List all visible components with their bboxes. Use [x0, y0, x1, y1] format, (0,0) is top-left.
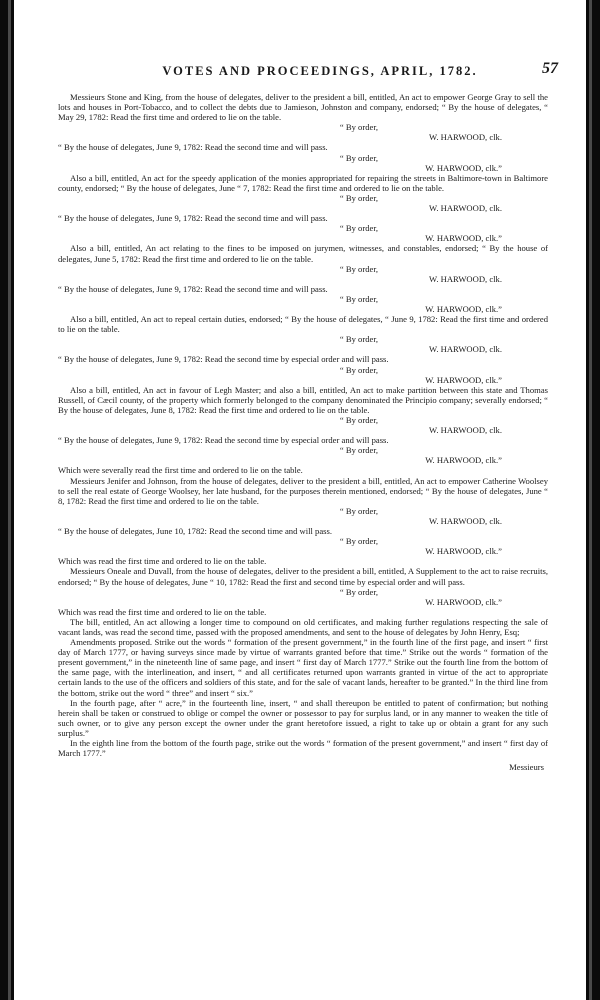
clerk-signature: W. HARWOOD, clk. — [429, 425, 502, 436]
paragraph: Also a bill, entitled, An act for the speedy application of the monies appropriated for repairing the streets in Baltimore-town in Baltimore county, endorsed; “ By the house of delegates, June “ 7, 1782: Read the first time and ordered to lie on the table. — [58, 172, 548, 193]
by-order-line: “ By order, — [339, 364, 378, 375]
clerk-signature: W. HARWOOD, clk.” — [425, 374, 502, 385]
minute-line: Which were severally read the first time and ordered to lie on the table. — [58, 465, 303, 476]
minute-line: “ By the house of delegates, June 9, 1782: Read the second time and will pass. — [58, 142, 328, 153]
minute-line: “ By the house of delegates, June 9, 1782: Read the second time and will pass. — [58, 283, 328, 294]
minute-line: “ By the house of delegates, June 9, 1782: Read the second time by especial order and will pass. — [58, 354, 389, 365]
by-order-line: “ By order, — [339, 152, 378, 163]
clerk-signature: W. HARWOOD, clk. — [429, 344, 502, 355]
clerk-signature: W. HARWOOD, clk. — [429, 273, 502, 284]
clerk-signature: W. HARWOOD, clk.” — [425, 596, 502, 607]
by-order-line: “ By order, — [339, 415, 378, 425]
minute-line: Which was read the first time and ordered to lie on the table. — [58, 556, 267, 567]
page-title: VOTES AND PROCEEDINGS, APRIL, 1782. — [162, 64, 478, 78]
by-order-line: “ By order, — [339, 586, 378, 597]
page-number: 57 — [542, 60, 558, 77]
minute-line: “ By the house of delegates, June 10, 1782: Read the second time and will pass. — [58, 526, 332, 537]
document-page — [58, 60, 558, 773]
by-order-line: “ By order, — [339, 122, 378, 133]
by-order-line: “ By order, — [339, 293, 378, 304]
paragraph: Messieurs Oneale and Duvall, from the house of delegates, deliver to the president a bill, entitled, A Supplement to the act to raise recruits, endorsed; “ By the house of delegates, June “ 10, 1782: Read the first and second time by especial order and will pass. — [58, 566, 548, 587]
clerk-signature: W. HARWOOD, clk.” — [425, 546, 502, 557]
clerk-signature: W. HARWOOD, clk.” — [425, 455, 502, 466]
minute-line: “ By the house of delegates, June 9, 1782: Read the second time by especial order and will pass. — [58, 435, 389, 446]
paragraph: In the fourth page, after “ acre,” in the fourteenth line, insert, “ and shall thereupon be entitled to patent of confirmation; but nothing herein shall be taken or construed to oblige or compel the owner or possessor to pay for surplus land, or in any manner to weaken the title of such owner, or to give any person except the owner under the grant heretofore issued, a right to take up or obtain a grant for any such surplus.” — [58, 697, 548, 738]
paragraph: Also a bill, entitled, An act to repeal certain duties, endorsed; “ By the house of delegates, “ June 9, 1782: Read the first time and ordered to lie on the table. — [58, 314, 548, 335]
minute-line: Which was read the first time and ordered to lie on the table. — [58, 606, 267, 617]
clerk-signature: W. HARWOOD, clk. — [429, 132, 502, 143]
clerk-signature: W. HARWOOD, clk. — [429, 515, 502, 526]
paragraph: Messieurs Stone and King, from the house of delegates, deliver to the president a bill, entitled, An act to empower George Gray to sell the lots and houses in Port-Tobacco, and to collect the debts due to Jamieson, Johnston and company, endorsed; “ By the house of delegates, “ May 29, 1782: Read the first time and ordered to lie on the table. — [58, 92, 548, 123]
by-order-line: “ By order, — [339, 334, 378, 345]
by-order-line: “ By order, — [339, 223, 378, 234]
clerk-signature: W. HARWOOD, clk.” — [425, 233, 502, 244]
document-body — [58, 92, 548, 758]
clerk-signature: W. HARWOOD, clk. — [429, 203, 502, 214]
by-order-line: “ By order, — [339, 263, 378, 274]
by-order-line: “ By order, — [339, 445, 378, 456]
paragraph: The bill, entitled, An act allowing a longer time to compound on old certificates, and making further regulations respecting the sale of vacant lands, was read the second time, passed with the proposed amendments, and sent to the house of delegates by John Henry, Esq; — [58, 616, 548, 637]
by-order-line: “ By order, — [339, 192, 378, 203]
scan-edge-left — [0, 0, 14, 1000]
clerk-signature: W. HARWOOD, clk.” — [425, 303, 502, 314]
clerk-signature: W. HARWOOD, clk.” — [425, 162, 502, 173]
paragraph: Messieurs Jenifer and Johnson, from the house of delegates, deliver to the president a bill, entitled, An act to empower Catherine Woolsey to sell the real estate of George Woolsey, her late husband, for the purposes therein mentioned, endorsed; “ By the house of delegates, June “ 8, 1782: Read the first time and ordered to lie on the table. — [58, 475, 548, 506]
by-order-line: “ By order, — [339, 505, 378, 516]
paragraph: Also a bill, entitled, An act in favour of Legh Master; and also a bill, entitled, An act to make partition between this state and Thomas Russell, of Cæcil county, of the property which formerly belonged to the company denominated the Principio company; severally endorsed; “ By the house of delegates, June 8, 1782: Read the first time and ordered to lie on the table. — [58, 384, 548, 415]
catchword: Messieurs — [509, 762, 544, 773]
paragraph: Also a bill, entitled, An act relating to the fines to be imposed on jurymen, witnesses, and constables, endorsed; “ By the house of delegates, June 5, 1782: Read the first time and ordered to lie on the table. — [58, 243, 548, 264]
scan-edge-right — [586, 0, 600, 1000]
paragraph: In the eighth line from the bottom of the fourth page, strike out the words “ formation of the present government,” and insert “ first day of March 1777.” — [58, 738, 548, 759]
paragraph: Amendments proposed. Strike out the words “ formation of the present government,” in the fourth line of the first page, and insert “ first day of March 1777, or having surveys since made by virtue of warrants granted before that time.” Strike out the words “ formation of the present government,” in the nineteenth line of same page, and insert “ first day of March 1777.” Strike out the fourth line from the bottom of the same page, with the interlineation, and insert, “ and all certificates returned upon warrants granted in virtue of the act to appropriate certain lands to the use of the officers and soldiers of this state, and for the sale of vacant lands, hereafter to be granted.” In the third line from the bottom, strike out the word “ three” and insert “ six.” — [58, 637, 548, 698]
minute-line: “ By the house of delegates, June 9, 1782: Read the second time and will pass. — [58, 213, 328, 224]
running-header — [58, 60, 558, 88]
by-order-line: “ By order, — [339, 536, 378, 547]
